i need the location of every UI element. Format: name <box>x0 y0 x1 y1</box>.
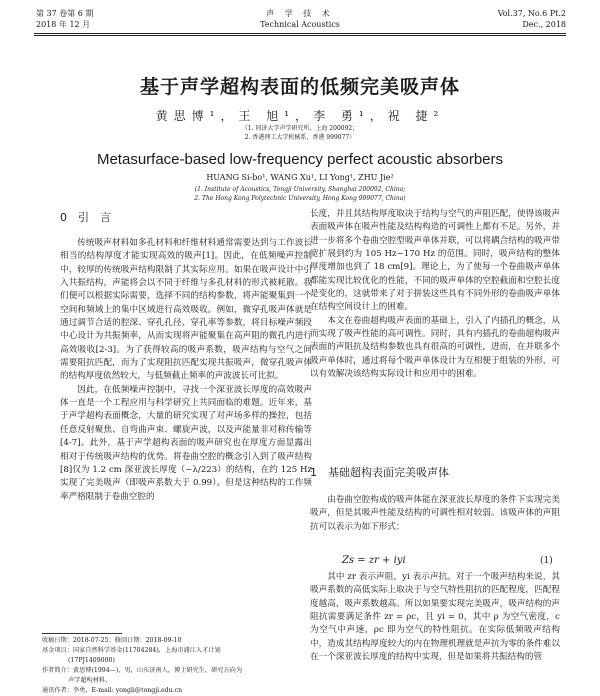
publication-date-zh: 2018 年 12 月 <box>36 20 91 29</box>
paragraph: 由卷曲空腔构成的吸声体能在深亚波长厚度的条件下实现完美吸声，但是其吸声性能及结构的可调性相对较弱。该吸声体的声阻抗可以表示为如下形式： <box>310 495 560 532</box>
header-rule-thin <box>34 35 566 36</box>
paragraph: 本文在卷曲超构吸声表面的基础上，引入了内插孔的概念，从而实现了吸声性能的高可调性。同时，具有内插孔的卷曲超构吸声表面的声阻抗及结构参数也具有很高的可调性，进而，在并联多个吸声单体时，通过将每个吸声单体设计为互相便于组装的外形，可以有效解决该结构实际设计和应用中的困难。 <box>310 315 560 380</box>
funding: 基金项目：国家自然科学基金(11704284)，上海市浦江人才计划 <box>42 647 221 654</box>
paragraph: 长度，并且其结构厚度取决于结构与空气的声阻匹配，使得该吸声表面吸声体在吸声性能及结构构造的可调性上都有不足。另外，并进一步将多个卷曲空腔型吸声单体并联，可以将耦合结构的吸声带宽扩展到约为 105 Hz~170 Hz 的范围。同时，吸声结构的整体厚度增加也到了 18 cm[9]。理论上，为了使每一个卷曲吸声单体都能实现比较优化的性能，不同的吸声单体的空腔截面和空腔长度是变化的，这就带来了对于拼装这些具有不同外形的卷曲吸声单体在结构空间设计上的困难。 <box>310 209 560 313</box>
publication-date-en: Dec., 2018 <box>522 20 566 29</box>
author-bio-cont: 声学超构材料。 <box>68 677 112 684</box>
right-column <box>310 208 560 381</box>
affiliations-zh: （1. 同济大学声学研究所，上海 200092； 2. 香港理工大学机械系，香港 999077） <box>241 125 359 141</box>
journal-name-en: Technical Acoustics <box>260 20 340 29</box>
volume-issue-en: Vol.37, No.6 Pt.2 <box>497 9 566 18</box>
paper-title-zh: 基于声学超构表面的低频完美吸声体 <box>139 76 460 98</box>
received-date: 收稿日期：2018-07-25；修回日期：2018-09-10 <box>42 637 182 644</box>
right-column-bottom <box>310 571 560 690</box>
equation-number: (1) <box>540 556 553 566</box>
section-0-heading: 0 引 言 <box>60 211 111 224</box>
running-header-right <box>498 8 566 30</box>
funding-cont: (17PJ1409000) <box>68 657 115 664</box>
right-column-lower <box>310 494 560 534</box>
footnotes <box>42 636 312 696</box>
author-bio: 作者简介：黄思博(1994—)，男，山东济南人，博士研究生，研究方向为 <box>42 667 243 674</box>
footnote-rule <box>42 633 122 634</box>
section-1-heading: 1 基础超构表面完美吸声体 <box>310 466 449 479</box>
paper-title-en: Metasurface-based low-frequency perfect acoustic absorbers <box>96 151 504 168</box>
paragraph: 传统吸声材料如多孔材料和纤维材料通常需要达到与工作波长相当的结构厚度才能实现高效的吸声[1]。因此，在低频噪声控制中，较厚的传统吸声结构限制了其实际应用。如果在吸声设计中引入共振结构，声能将会以不同于纤维与多孔材料的形式被耗散。我们便可以根据实际需要，选择不同的结构参数，将声能聚集到一个空间和频域上的集中区域进行高效吸收。例如，微穿孔吸声体就是通过调节合适的腔深、穿孔孔径、穿孔率等参数，将目标噪声频段中心设计为共振频率，从而实现将声能聚集在高声阻的微孔内进行高效吸收[2-3]。为了获得较高的吸声系数，吸声结构与空气之间需要阻抗匹配，而为了实现阻抗匹配实现共振吸声，微穿孔吸声体的结构厚度依然较大，与低频截止频率的声波波长可比拟。 <box>60 238 312 382</box>
paragraph: 其中 zr 表示声阻，yi 表示声抗。对于一个吸声结构来说，其吸声系数的高低实际上取决于与空气特性阻抗的匹配程度，匹配程度越高，吸声系数越高。所以如果要实现完美吸声，吸声结构的声阻抗需要满足条件 zr = ρc，且 yi = 0，其中 ρ 为空气密度，c 为空气中声速，ρc 即为空气的特性阻抗。在实际低频吸声结构中，造成其结构厚度较大的内在物理机理就是声抗为零的条件难以在一个深亚波长厚度的结构中实现，但是如果将共振结构的管 <box>310 572 560 663</box>
left-column <box>60 237 312 504</box>
volume-issue: 第 37 卷第 6 期 <box>36 9 94 18</box>
paragraph: 因此，在低频噪声控制中，寻找一个深亚波长厚度的高效吸声体一直是一个工程应用与科学研究上共同面临的难题。近年来，基于声学超构表面概念，大量的研究实现了对声场多样的操控，包括任意反射聚焦、自弯曲声束、螺旋声波，以及声能量非对称传输等[4-7]。此外，基于声学超构表面的吸声研究也在厚度方面显露出相对于传统吸声结构的优势。将卷曲空腔的概念引入到了吸声结构[8]仅为 1.2 cm 深亚波长厚度（~λ/223）的结构，在约 125 Hz 实现了完美吸声（即吸声系数大于 0.99）。但是这种结构的工作频率严格限制于卷曲空腔的 <box>60 384 312 502</box>
corresponding-author: 通讯作者：李勇，E-mail: yongli@tongji.edu.cn <box>42 687 183 694</box>
affiliations-en: (1. Institute of Acoustics, Tongji University, Shanghai 200092, China; 2. The Hong Kong Polytechnic University, Hong Kong 999077, China) <box>194 186 406 202</box>
authors-zh: 黄思博¹，王 旭¹，李 勇¹，祝 捷² <box>155 109 445 123</box>
journal-name-zh: 声 学 技 术 <box>266 9 334 18</box>
equation-1: Zs = zr + iyi <box>342 555 406 566</box>
authors-en: HUANG Si-bo¹, WANG Xu¹, LI Yong¹, ZHU Jie² <box>206 173 394 182</box>
header-rule <box>34 33 566 34</box>
